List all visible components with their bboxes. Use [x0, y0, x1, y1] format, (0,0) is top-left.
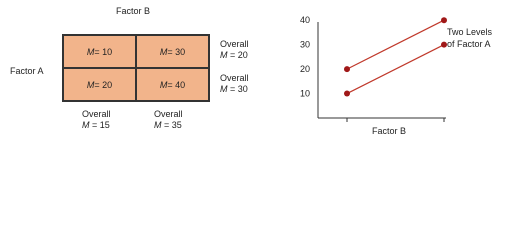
legend-line-2: of Factor A — [447, 39, 491, 49]
col1-overall-mean: Overall M = 15 — [82, 109, 111, 130]
y-tick-label: 40 — [299, 15, 310, 26]
data-point — [344, 91, 350, 97]
legend-note — [447, 26, 492, 50]
data-point — [344, 66, 350, 72]
y-tick-label: 20 — [299, 64, 310, 75]
legend-line-1: Two Levels — [447, 27, 493, 37]
row2-overall-mean: Overall M = 30 — [220, 73, 249, 94]
y-tick-label: 30 — [299, 39, 310, 50]
series-line-1 — [347, 20, 444, 69]
cell-a1-b1: M = 10 — [63, 35, 136, 68]
cell-a1-b2: M = 30 — [136, 35, 209, 68]
cell-a2-b2: M = 40 — [136, 68, 209, 101]
row1-overall-mean: Overall M = 20 — [220, 39, 249, 60]
col2-overall-mean: Overall M = 35 — [154, 109, 183, 130]
x-axis-title: Factor B — [372, 126, 407, 136]
factor-a-row-label: Factor A — [10, 66, 44, 76]
series-line-2 — [347, 45, 444, 94]
cell-a2-b1: M = 20 — [63, 68, 136, 101]
y-tick-label: 10 — [299, 88, 310, 99]
factor-b-column-label: Factor B — [116, 6, 151, 16]
data-point — [441, 17, 447, 23]
